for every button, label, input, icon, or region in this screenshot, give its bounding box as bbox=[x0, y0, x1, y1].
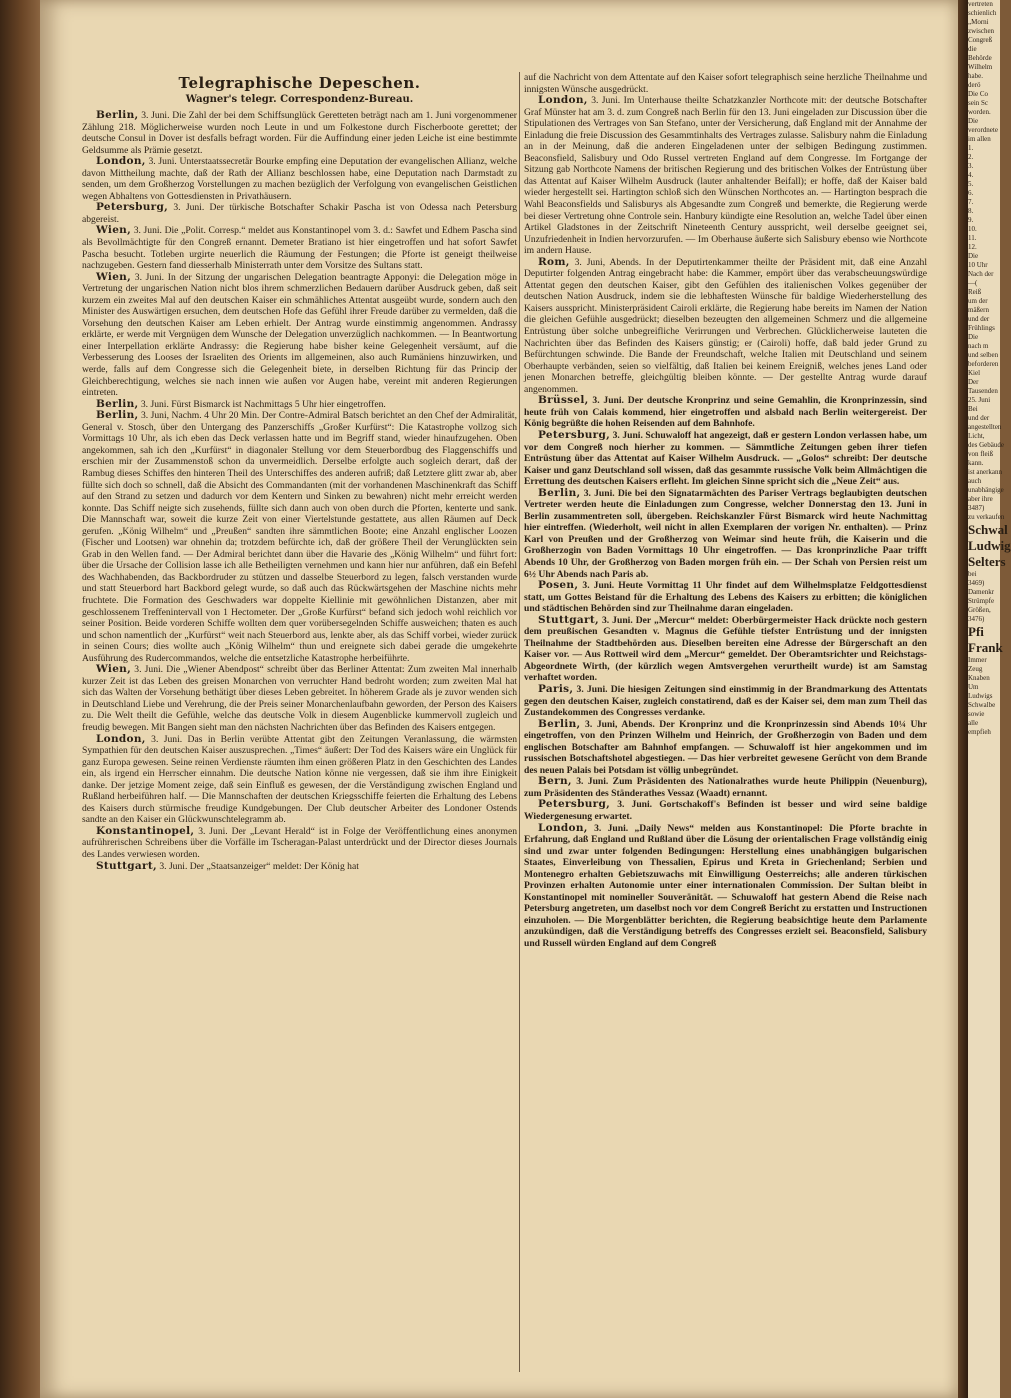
adjacent-page-fragment: Zeug bbox=[968, 665, 983, 673]
adjacent-page-fragment: 6. bbox=[968, 189, 974, 197]
adjacent-page-fragment: schienlich bbox=[968, 9, 997, 17]
adjacent-page-fragment: 2. bbox=[968, 153, 974, 161]
dispatch-text: 3. Juni. Die bei den Signatarmächten des Pariser Vertrags beglaubigten deutschen Vertreter werden heute die Einladungen zum Congresse, welcher Donnerstag den 13. Juni in Berlin zusammentreten soll, übergeben. Reichskanzler Fürst Bismarck wird heute Nachmittag hier eintreffen. (Wiederholt, weil nicht in allen Exemplaren der vorigen Nr. enthalten). — Prinz Karl von Preußen und der Großherzog von Weimar sind heute früh, die Kaiserin und die Großherzogin von Baden Vormittags 10 Uhr eingetroffen. — Das kronprinzliche Paar trifft Abends 10 Uhr, der Großherzog von Baden morgen früh ein. — Der Schah von Persien reist um 6½ Uhr Abends nach Paris ab. bbox=[524, 487, 927, 580]
adjacent-page-fragment: ist anerkann bbox=[968, 468, 1003, 476]
adjacent-page-fragment: Licht, bbox=[968, 432, 985, 440]
adjacent-page-fragment: worden. bbox=[968, 108, 991, 116]
adjacent-page-fragment: 10 Uhr bbox=[968, 261, 988, 269]
adjacent-page-fragment: Behörde bbox=[968, 54, 992, 62]
dispatch-item bbox=[82, 826, 517, 861]
adjacent-page-fragment: Frühlings bbox=[968, 324, 995, 332]
adjacent-page-fragment: im allen bbox=[968, 135, 991, 143]
adjacent-page-fragment: 10. bbox=[968, 225, 977, 233]
dispatch-text: 3. Juni. Der „Levant Herald“ ist in Folge der Veröffentlichung eines anonymen aufrührerischen Schreibens über die Vorfälle im Tscheragan-Palast unterdrückt und der Director dieses Journals des Landes verwiesen worden. bbox=[82, 825, 517, 860]
adjacent-page-fragment: Reiß bbox=[968, 288, 982, 296]
dispatch-dateline: Berlin, bbox=[96, 409, 139, 422]
dispatch-item bbox=[524, 95, 927, 257]
dispatch-dateline: Wien, bbox=[96, 224, 132, 237]
adjacent-page-fragment: unabhängige bbox=[968, 486, 1004, 494]
dispatch-dateline: London, bbox=[96, 732, 146, 745]
dispatch-text: 3. Juni. Die „Wiener Abendpost“ schreibt über das Berliner Attentat: Zum zweiten Mal innerhalb kurzer Zeit ist das Leben des greisen Monarchen von verruchter Hand bedroht worden; zum zweiten Mal hat sich das Walten der Vorsehung bethätigt über dieses Leben gebreitet. In höherem Grade als je zuvor wenden sich in Deutschland Liebe und Verehrung, die der Preis seiner Monarchenlaufbahn geworden, der Person des Kaisers zu. Die Welt theilt die Gefühle, welche das deutsche Volk in diesem Augenblicke kummervoll zugleich und freudig bewegen. Mit Bangen sieht man den nächsten Nachrichten über das Befinden des Kaisers entgegen. bbox=[82, 664, 517, 733]
adjacent-page-fragment: Die bbox=[968, 333, 979, 341]
dispatch-item bbox=[524, 488, 927, 580]
adjacent-page-fragment: kann. bbox=[968, 459, 984, 467]
page-subtitle: Wagner's telegr. Correspondenz-Bureau. bbox=[185, 94, 414, 105]
adjacent-page-fragment: des Gebäude bbox=[968, 441, 1004, 449]
adjacent-page-fragment: Tausenden bbox=[968, 387, 998, 395]
dispatch-item bbox=[82, 272, 517, 399]
dispatch-item bbox=[82, 110, 517, 156]
adjacent-page-fragment: vertreten bbox=[968, 0, 993, 8]
right-column bbox=[524, 72, 927, 1382]
dispatch-text: 3. Juni. Die „Polit. Corresp.“ meldet aus Konstantinopel vom 3. d.: Sawfet und Edhem Pascha sind als Bevollmächtigte für den Congreß ernannt. Demeter Bratiano ist hier eingetroffen und hat sofort Sawfet Pascha besucht. Totleben urgirte neuerlich die Räumung der Festungen; die Pforte ist geneigt theilweise nachzugeben. Gestern fand diesserhalb Ministerrath unter dem Vorsitze des Sultans statt. bbox=[82, 225, 517, 272]
dispatch-dateline: Petersburg, bbox=[538, 798, 611, 811]
adjacent-page-fragment: bei bbox=[968, 570, 977, 578]
dispatch-dateline: Stuttgart, bbox=[538, 613, 599, 626]
adjacent-page-fragment: Pfi bbox=[968, 624, 984, 639]
dispatch-text: 3. Juni. Heute Vormittag 11 Uhr findet auf dem Wilhelmsplatze Feldgottesdienst statt, um Gottes Beistand für die Erhaltung des Lebens des Kaisers zu erbitten; die königlichen und städtischen Behörden sind zur Theilnahme daran eingeladen. bbox=[524, 580, 927, 615]
adjacent-page-fragment: 3469) bbox=[968, 579, 985, 587]
adjacent-page-fragment: Congreß bbox=[968, 36, 993, 44]
dispatch-text: 3. Juni. Der „Mercur“ meldet: Oberbürgermeister Hack drückte noch gestern dem preußischen Gesandten v. Magnus die Gefühle tiefster Entrüstung und der innigsten Theilnahme der Stadtbehörden aus. Dieselben bereiten eine Adresse der Bürgerschaft an den Kaiser vor. — Aus Rottweil wird dem „Mercur“ gemeldet. Der Oberamtsrichter und Reichstags-Abgeordnete Wirth, (der kürzlich wegen Amtsvergehen verurtheilt wurde) ist am Samstag verhaftet worden. bbox=[524, 614, 927, 684]
adjacent-page-fragment: 4. bbox=[968, 171, 974, 179]
adjacent-page-fragment: Selters bbox=[968, 554, 1006, 569]
adjacent-page-fragment: derö bbox=[968, 81, 981, 89]
adjacent-page-fragment: 8. bbox=[968, 207, 974, 215]
adjacent-page-fragment: habe. bbox=[968, 72, 983, 80]
adjacent-page-strip bbox=[968, 0, 1011, 1398]
dispatch-dateline: Petersburg, bbox=[538, 428, 611, 441]
book-binding bbox=[0, 0, 40, 1398]
dispatch-text: 3. Juni. Zum Präsidenten des Nationalrathes wurde heute Philippin (Neuenburg), zum Präsidenten des Ständerathes Vessaz (Waadt) ernannt. bbox=[524, 776, 927, 799]
adjacent-page-fragment: Damenkr bbox=[968, 588, 995, 596]
adjacent-page-text bbox=[968, 0, 1011, 737]
adjacent-page-fragment: Die bbox=[968, 117, 979, 125]
dispatch-text: 3. Juni. Das in Berlin verübte Attentat gibt den Zeitungen Veranlassung, die wärmsten Sympathien für den deutschen Kaiser auszusprechen. „Times“ äußert: Der Tod des Kaisers wäre ein Unglück für ganz Europa gewesen. Seine reinen Verdienste räumten ihm einen größeren Platz in den Geschichten des Landes ein, als irgend ein Herrscher einnahm. Die deutsche Nation könne nie vergessen, daß sie ihm ihre Einigkeit danke. Der jetzige Moment zeige, daß sein Einfluß es gewesen, der die Verständigung zwischen England und Rußland herbeiführen half. — Die Mannschaften der deutschen Kriegsschiffe feierten die Erhaltung des Lebens des Kaisers durch stürmische freudige Kundgebungen. Der Club deutscher Arbeiter des Londoner Ostends sandte an den Kaiser ein Glückwunschtelegramm ab. bbox=[82, 733, 517, 826]
dispatch-dateline: London, bbox=[96, 155, 146, 168]
left-column bbox=[82, 110, 517, 1390]
adjacent-page-fragment: 3. bbox=[968, 162, 974, 170]
dispatch-dateline: Konstantinopel, bbox=[96, 824, 195, 837]
adjacent-page-fragment: von fleiß bbox=[968, 450, 994, 458]
adjacent-page-fragment: 9. bbox=[968, 216, 974, 224]
dispatch-item bbox=[524, 72, 927, 95]
dispatch-item bbox=[524, 395, 927, 430]
adjacent-page-fragment: angestellten bbox=[968, 423, 1002, 431]
dispatch-text: 3. Juni. Schuwaloff hat angezeigt, daß er gestern London verlassen habe, um vor dem Congreß noch hierher zu kommen. — Sämmtliche Zeitungen geben ihrer tiefen Entrüstung über das Attentat auf Kaiser Wilhelm Ausdruck. — „Golos“ schreibt: Der deutsche Kaiser und ganz Deutschland soll wissen, daß das gesammte russische Volk beim Allmächtigen die Errettung des deutschen Kaisers erfleht. Im gleichen Sinne spricht sich die „Neue Zeit“ aus. bbox=[524, 429, 927, 488]
adjacent-page-fragment: 3476) bbox=[968, 615, 985, 623]
dispatch-text: 3. Juni. Gortschakoff's Befinden ist besser und wird seine baldige Wiedergenesung erwartet. bbox=[524, 799, 927, 822]
dispatch-text: 3. Juni. Der türkische Botschafter Schakir Pascha ist von Odessa nach Petersburg abgereist. bbox=[82, 202, 517, 225]
adjacent-page-fragment: 7. bbox=[968, 198, 974, 206]
dispatch-dateline: London, bbox=[538, 821, 588, 834]
dispatch-text: 3. Juni. In der Sitzung der ungarischen Delegation beantragte Apponyi: die Delegation möge in Vertretung der ungarischen Nation nicht blos ihrem schmerzlichen Bedauern darüber Ausdruck geben, daß seit kurzem ein zweites Mal auf den deutschen Kaiser ein schmähliches Attentat ausgeübt wurde, sondern auch den Minister des Auswärtigen ersuchen, dem deutschen Hofe das Gefühl ihrer Freude darüber zu vermelden, daß die Vorsehung den deutschen Kaiser am Leben erhielt. Der Antrag wurde einstimmig angenommen. Andrassy erklärte, er werde mit Vergnügen dem Wunsche der Delegation unverzüglich nachkommen. — In Beantwortung einer Interpellation erklärte Andrassy: die Regierung habe bisher keine Gelegenheit versäumt, auf die Verbesserung des Looses der Israeliten des Orients im allgemeinen, also auch Rumäniens hinzuwirken, und werde, falls auf dem Congresse sich die Gelegenheit biete, in derselben Richtung für das Princip der Gleichberechtigung, welches sie nach innen wie außen vor Augen habe, vereint mit anderen Regierungen eintreten. bbox=[82, 271, 517, 399]
dispatch-text: 3. Juni. Unterstaatssecretär Bourke empfing eine Deputation der evangelischen Allianz, welche davon Mittheilung machte, daß der Rath der Allianz beschlossen habe, eine Deputation nach Darmstadt zu senden, um dem Großherzog Vorstellungen zu machen bezüglich der Verfolgung von evangelischen Geistlichen wegen Abhaltens von Gottesdiensten in Privathäusern. bbox=[82, 156, 517, 202]
dispatch-text: 3. Juni. Im Unterhause theilte Schatzkanzler Northcote mit: der deutsche Botschafter Graf Münster hat am 3. d. zum Congreß nach Berlin für den 13. Juni eingeladen zur Discussion über die Stipulationen des Vertrages von San Stefano, unter der Versicherung, daß England mit der Annahme der Einladung die freie Discussion des Gesammtinhalts des Vertrages zulasse. Salisbury nahm die Einladung an in der Meinung, daß die anderen Eingeladenen unter der selbigen Bedingung zustimmen. Beaconsfield, Salisbury und Odo Russel vertreten England auf dem Congresse. Im Fortgange der Sitzung gab Northcote Namens der britischen Regierung und des britischen Volkes der Entrüstung über das Attentat auf Kaiser Wilhelm Ausdruck (lauter anhaltender Beifall); er hoffe, daß der Kaiser bald wieder hergestellt sei. Hartington schloß sich den Wünschen Northcotes an. — Hartington besprach die Wahl Beaconsfields und Salisburys als Abgesandte zum Congreß und bemerkte, die Regierung werde bei dieser Vertretung ohne Controle sein. Hanbury kündigte eine Resolution an, welche Tadel über einen Artikel Gladstones in der Zeitschrift Nineteenth Century ausspricht, weil derselbe geeignet sei, Unzufriedenheit in Indien hervorzurufen. — Im Oberhause äußerte sich Salisbury ebenso wie Northcote im andern Hause. bbox=[524, 95, 927, 257]
adjacent-page-fragment: zu verkaufen bbox=[968, 513, 1005, 521]
adjacent-page-fragment: empfieh bbox=[968, 728, 991, 736]
dispatch-item bbox=[82, 156, 517, 202]
dispatch-item bbox=[82, 410, 517, 664]
adjacent-page-fragment: Wilhelm bbox=[968, 63, 993, 71]
adjacent-page-fragment: und der bbox=[968, 315, 990, 323]
adjacent-page-fragment: sein Sc bbox=[968, 99, 989, 107]
dispatch-item bbox=[524, 684, 927, 719]
adjacent-page-fragment: Die Co bbox=[968, 90, 989, 98]
dispatch-dateline: Rom, bbox=[538, 255, 570, 268]
adjacent-page-fragment: Größen, bbox=[968, 606, 991, 614]
adjacent-page-fragment: Frank bbox=[968, 640, 1003, 655]
adjacent-page-fragment: —( bbox=[968, 279, 978, 287]
dispatch-text: 3. Juni. Die Zahl der bei dem Schiffsunglück Geretteten beträgt nach am 1. Juni vorgenommener Zählung 218. Möglicherweise wurden noch Leute in und um Folkestone durch Fischerboote gerettet; der deutsche Consul in Dover ist desfalls befragt worden. Für die Auffindung einer jeden Leiche ist eine bestimmte Geldsumme als Prämie gesetzt. bbox=[82, 110, 517, 156]
adjacent-page-fragment: Um bbox=[968, 683, 979, 691]
adjacent-page-fragment: alle bbox=[968, 719, 979, 727]
adjacent-page-fragment: Bei bbox=[968, 405, 978, 413]
dispatch-dateline: London, bbox=[538, 94, 588, 107]
adjacent-page-fragment: Kiel bbox=[968, 369, 981, 377]
column-divider bbox=[519, 72, 520, 1372]
adjacent-page-fragment: nach m bbox=[968, 342, 989, 350]
adjacent-page-fragment: Schwalbe bbox=[968, 701, 996, 709]
dispatch-item bbox=[82, 734, 517, 826]
dispatch-item bbox=[524, 580, 927, 615]
adjacent-page-fragment: beforderen bbox=[968, 360, 999, 368]
dispatch-item bbox=[524, 776, 927, 799]
dispatch-item bbox=[82, 861, 517, 873]
adjacent-page-fragment: und der bbox=[968, 414, 990, 422]
dispatch-item bbox=[524, 257, 927, 396]
dispatch-item bbox=[524, 823, 927, 950]
adjacent-page-fragment: zwischen bbox=[968, 27, 995, 35]
adjacent-page-fragment: die bbox=[968, 45, 977, 53]
dispatch-dateline: Bern, bbox=[538, 775, 572, 788]
dispatch-dateline: Wien, bbox=[96, 663, 132, 676]
dispatch-dateline: Berlin, bbox=[538, 717, 581, 730]
adjacent-page-fragment: „Morni bbox=[968, 18, 989, 26]
dispatch-dateline: Berlin, bbox=[96, 397, 139, 410]
dispatch-dateline: Paris, bbox=[538, 682, 574, 695]
dispatch-text: 3. Juni, Nachm. 4 Uhr 20 Min. Der Contre-Admiral Batsch berichtet an den Chef der Admiralität, General v. Stosch, über den Untergang des Panzerschiffs „Großer Kurfürst“: Die Katastrophe vollzog sich Vormittags 10 Uhr, als ich eben das Deck verlassen hatte und im Begriff stand, wieder hinaufzugehen. Oben angekommen, sah ich den „Kurfürst“ in diagonaler Stellung vor dem Steuerbordbug des Flaggenschiffs und erschien mir der Zusammenstoß schon da unvermeidlich. Derselbe erfolgte auch sogleich derart, daß der Rambug dieses Schiffes den hinteren Theil des Unterschiffes des anderen aufriß; daß Letztere glitt zwar ab, aber füllte sich doch so schnell, daß die Absicht des Commandanten (mit der vorhandenen Maschinenkraft das Schiff auf den Strand zu setzen und dadurch vor dem Kentern und Sinken zu bewahren) nicht mehr erreicht werden konnte. Das Schiff neigte sich zusehends, füllte sich dann auch von oben durch die Pforten, kenterte und sank. Die Mannschaft war, soweit die kurze Zeit von einer Viertelstunde gestattete, aus allen Räumen auf Deck gerufen. „König Wilhelm“ und „Preußen“ sandten ihre sämmtlichen Boote; eine Anzahl englischer Loozen (Fischer und Lootsen) war ohnehin da; trotzdem befürchte ich, daß der größere Theil der Verunglückten sein Grab in den Wellen fand. — Der Admiral berichtet dann über die Havarie des „König Wilhelm“ und führt fort: über die Ursache der Collision lasse ich alle Betheiligten vernehmen und kann hier nur anführen, daß ein Befehl des Wachhabenden, das Backbordruder zu stützen und dasselbe Steuerbord zu legen, falsch verstanden wurde und statt Steuerbord hart Backbord gelegt wurde, so daß auch das Rückwärtsgehen der Maschine nichts mehr fruchtete. Die Formation des Geschwaders war doppelte Kiellinie mit gewöhnlichen Distanzen, aber mit geschlossenem Treffenintervall von 1 Hectometer. Der „Große Kurfürst“ befand sich jedoch wohl reichlich vor seiner Position. Beide vorderen Schiffe wollten dem quer vorübersegelnden Schiffe ausweichen; thaten es auch und schon namentlich der „Kurfürst“ weit nach Steuerbord aus, lenkte aber, als das Schiff vorbei, wieder zurück in seinen Cours; dies wollte auch „König Wilhelm“ thun und ereignete sich dabei gerade die umgekehrte Ausführung des Rudercommandos, welche die entsetzliche Katastrophe herbeiführte. bbox=[82, 410, 517, 664]
dispatch-item bbox=[524, 799, 927, 822]
dispatch-dateline: Posen, bbox=[538, 579, 579, 592]
dispatch-item bbox=[82, 399, 517, 411]
page-gutter bbox=[958, 0, 968, 1398]
dispatch-dateline: Stuttgart, bbox=[96, 859, 157, 872]
dispatch-item bbox=[524, 615, 927, 684]
adjacent-page-fragment: Die bbox=[968, 252, 979, 260]
dispatch-item bbox=[82, 202, 517, 225]
adjacent-page-fragment: sowie bbox=[968, 710, 985, 718]
dispatch-text: 3. Juni. Fürst Bismarck ist Nachmittags 5 Uhr hier eingetroffen. bbox=[138, 398, 386, 410]
page-title: Telegraphische Depeschen. bbox=[178, 74, 421, 92]
adjacent-page-fragment: Ludwig bbox=[968, 538, 1011, 553]
adjacent-page-fragment: Knaben bbox=[968, 674, 990, 682]
adjacent-page-fragment: 11. bbox=[968, 234, 977, 242]
adjacent-page-fragment: 3487) bbox=[968, 504, 985, 512]
dispatch-text: 3. Juni, Abends. In der Deputirtenkammer theilte der Präsident mit, daß eine Anzahl Deputirter folgenden Antrag eingebracht habe: die Kammer, empört über das verabscheuungswürdige Attentat gegen den deutschen Kaiser, gibt den Gefühlen des italienischen Volkes gegenüber der deutschen Nation Ausdruck, indem sie die lebhaftesten Wünsche für baldige Wiederherstellung des Kaisers ausspricht. Ministerpräsident Cairoli erklärte, die Regierung habe bereits im Namen der Nation die gleichen Gefühle ausgedrückt; dieselben bezeugten den allgemeinen Schmerz und die allgemeine Entrüstung über solche unbegreifliche Verirrungen und Verbrechen. Glücklicherweise lauteten die Nachrichten über das Befinden des Kaisers günstig; er (Cairoli) hoffe, daß bald jeder Grund zu Befürchtungen schwinde. Die Bande der Freundschaft, welche Italien mit Deutschland und seinem Oberhaupte verbänden, seien so vielfältig, daß Italien bei keinem Ereigniß, welches jenes Land oder jenen Monarchen betreffe, gleichgültig bleiben könnte. — Der gestellte Antrag wurde darauf angenommen. bbox=[524, 256, 927, 395]
adjacent-page-fragment: Der bbox=[968, 378, 979, 386]
dispatch-text: 3. Juni. Die hiesigen Zeitungen sind einstimmig in der Brandmarkung des Attentats gegen den deutschen Kaiser, zugleich constatirend, daß es der Kaiser sei, dem man zum Theil das Zustandekommen des Congresses verdanke. bbox=[524, 683, 927, 719]
adjacent-page-fragment: 1. bbox=[968, 144, 974, 152]
adjacent-page-fragment: um der bbox=[968, 297, 988, 305]
dispatch-dateline: Berlin, bbox=[538, 486, 581, 499]
adjacent-page-fragment: Ludwigs bbox=[968, 692, 993, 700]
dispatch-text: 3. Juni, Abends. Der Kronprinz und die Kronprinzessin sind Abends 10¼ Uhr eingetroffen, von den Prinzen Wilhelm und Heinrich, der Großherzogin von Baden und dem englischen Botschafter am Bahnhof empfangen. — Schuwaloff ist hier angekommen und im russischen Botschaftshotel abgestiegen. — Das hier verbreitet gewesene Gerücht von dem Brande des neuen Palais bei Potsdam ist völlig unbegründet. bbox=[524, 718, 927, 776]
adjacent-page-fragment: Schwal bbox=[968, 522, 1008, 537]
dispatch-item bbox=[524, 719, 927, 777]
dispatch-item bbox=[82, 664, 517, 733]
adjacent-page-fragment: aber ihre bbox=[968, 495, 993, 503]
dispatch-text: 3. Juni. „Daily News“ melden aus Konstantinopel: Die Pforte brachte in Erfahrung, daß England und Rußland über die Lösung der orientalischen Frage vollständig einig sind und zwar unter folgenden Bedingungen: Herstellung eines unabhängigen bulgarischen Staates, Einverleibung von Thessalien, Epirus und Kreta in Griechenland; Serbien und Montenegro erhalten Gebietszuwachs mit Einwilligung Oesterreichs; alle anderen türkischen Provinzen erhalten Autonomie unter einer internationalen Commission. Der Sultan bleibt in Konstantinopel mit nomineller Souveränität. — Schuwaloff hat gestern Abend die Reise nach Petersburg angetreten, um daselbst noch vor dem Congreß Bericht zu erstatten und Instructionen einzuholen. — Die Morgenblätter berichten, die Regierung beabsichtige heute dem Parlamente anzukündigen, daß die Verständigung betreffs des Congresses erzielt sei. Beaconsfield, Salisbury und Russell würden England auf dem Congreß bbox=[524, 822, 927, 950]
adjacent-page-fragment: verordnete bbox=[968, 126, 998, 134]
dispatch-text: 3. Juni. Der deutsche Kronprinz und seine Gemahlin, die Kronprinzessin, sind heute früh von Calais kommend, hier eingetroffen und alsbald nach Berlin weitergereist. Der König begrüßte die hohen Reisenden auf dem Bahnhofe. bbox=[524, 395, 927, 430]
dispatch-text: 3. Juni. Der „Staatsanzeiger“ meldet: Der König hat bbox=[156, 860, 359, 872]
adjacent-page-fragment: Immer bbox=[968, 656, 987, 664]
dispatch-item bbox=[82, 225, 517, 271]
adjacent-page-fragment: auch bbox=[968, 477, 982, 485]
dispatch-dateline: Brüssel, bbox=[538, 394, 589, 407]
adjacent-page-fragment: 5. bbox=[968, 180, 974, 188]
dispatch-dateline: Wien, bbox=[96, 270, 132, 283]
dispatch-text: auf die Nachricht von dem Attentate auf den Kaiser sofort telegraphisch seine herzliche Theilnahme und innigsten Wünsche ausgedrückt. bbox=[524, 72, 927, 95]
adjacent-page-fragment: Strümpfe bbox=[968, 597, 995, 605]
dispatch-item bbox=[524, 430, 927, 488]
adjacent-page-fragment: und selben bbox=[968, 351, 999, 359]
adjacent-page-fragment: 12. bbox=[968, 243, 977, 251]
adjacent-page-fragment: mäßern bbox=[968, 306, 989, 314]
adjacent-page-fragment: Nach der bbox=[968, 270, 994, 278]
adjacent-page-fragment: 25. Juni bbox=[968, 396, 991, 404]
dispatch-dateline: Berlin, bbox=[96, 109, 139, 121]
dispatch-dateline: Petersburg, bbox=[96, 201, 169, 214]
